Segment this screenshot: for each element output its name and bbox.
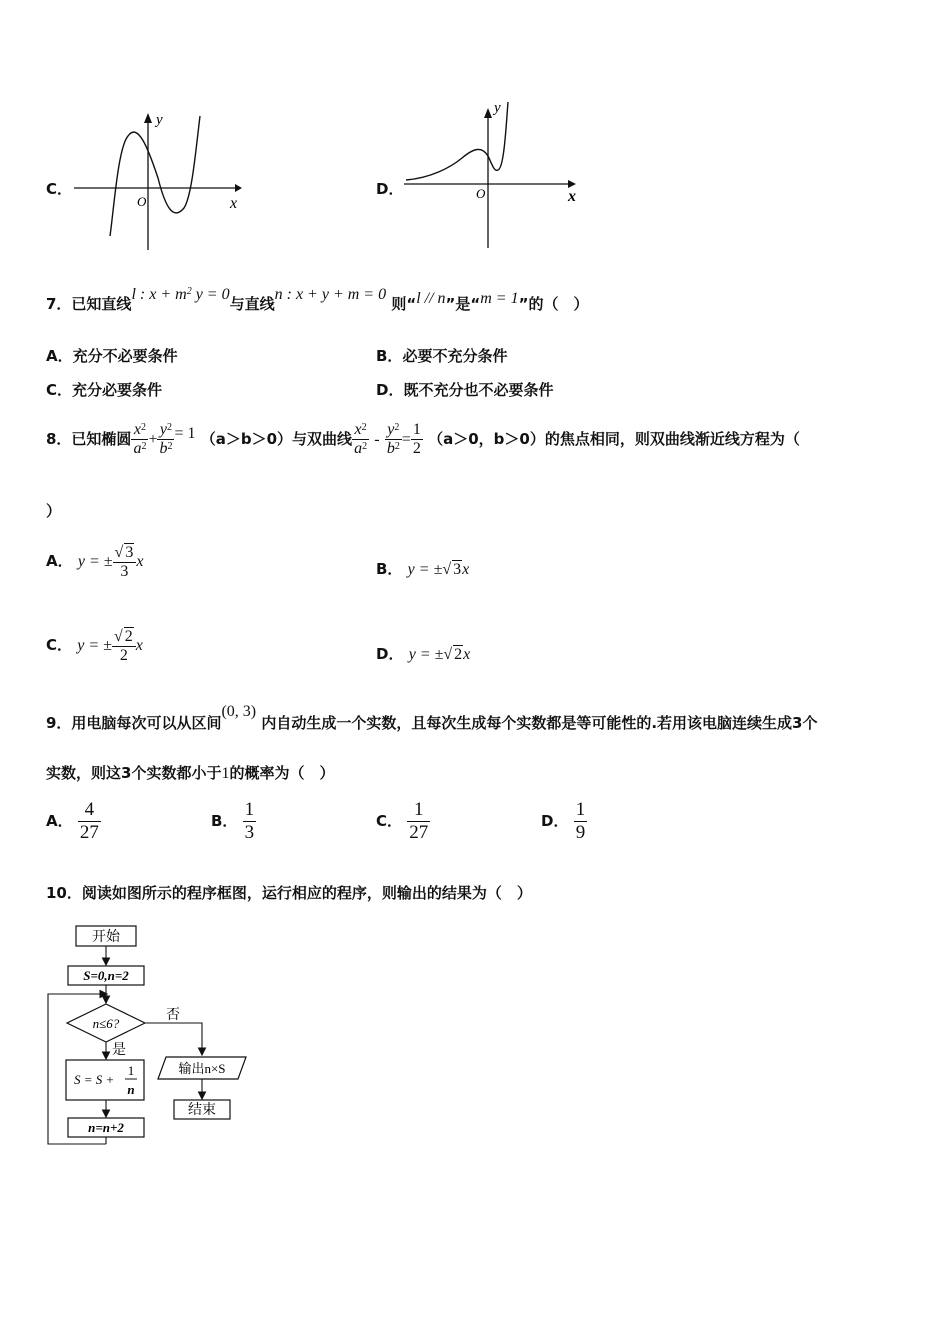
q7-mid: 与直线 xyxy=(229,295,275,313)
curve-c xyxy=(110,116,200,236)
equals-one: = 1 xyxy=(174,425,196,442)
q7-number: 7．已知直线 xyxy=(46,295,132,313)
question-10: 10．阅读如图所示的程序框图，运行相应的程序，则输出的结果为（ ） xyxy=(46,884,532,902)
option-fraction: $\frac{1}{9}$ xyxy=(575,799,586,843)
q9-line2-a: 实数，则这3个实数都小于 xyxy=(46,764,222,782)
option-fraction: $\frac{√ 3}{3}$ xyxy=(113,543,137,581)
q8-option-d: D． y = ±√ 2x xyxy=(376,645,471,663)
q7-cond2: m = 1 xyxy=(480,290,519,307)
y-label: y xyxy=(494,100,501,116)
option-text: 既不充分也不必要条件 xyxy=(403,381,554,399)
flow-increment-text: n=n+2 xyxy=(88,1120,124,1135)
q7-line-l-tail: y = 0 xyxy=(195,286,230,303)
x-label: x xyxy=(568,188,576,205)
option-label: A． xyxy=(46,812,73,830)
q7-option-b xyxy=(376,345,507,366)
flow-yes-label: 是 xyxy=(112,1043,126,1058)
flow-no-label: 否 xyxy=(166,1008,180,1023)
q8-close-paren: ） xyxy=(46,502,62,520)
q7-line-n: n : x + y + m = 0 xyxy=(274,286,387,303)
option-label: A． xyxy=(46,347,73,365)
option-pre: y = ± xyxy=(408,646,444,663)
q9-one: 1 xyxy=(221,765,230,782)
curve-d xyxy=(406,102,508,180)
flow-start-text: 开始 xyxy=(92,930,120,945)
frac-x2-a2-h: $\frac{x^2}{a^2}$ xyxy=(354,421,368,457)
q8-cond-ellipse: （a＞b＞0）与双曲线 xyxy=(200,430,353,448)
question-9 xyxy=(46,703,818,739)
frac-y2-b2-h: $\frac{y^2}{b^2}$ xyxy=(386,421,400,457)
option-label: B． xyxy=(211,812,238,830)
origin-label: O xyxy=(476,186,486,201)
q8-cond-hyper: （a＞0，b＞0）的焦点相同，则双曲线渐近线方程为（ xyxy=(428,430,800,448)
flowchart xyxy=(40,920,260,1160)
x-label: x xyxy=(230,195,238,212)
minus-sign: - xyxy=(374,431,380,448)
flow-end-text: 结束 xyxy=(188,1103,216,1118)
q9-line2-b: 的概率为（ ） xyxy=(229,764,335,782)
graph-option-d xyxy=(400,98,590,253)
flow-no-branch xyxy=(145,1023,202,1054)
q7-is: ”是“ xyxy=(445,295,481,313)
q7-cond1: l // n xyxy=(416,290,446,307)
q9-option-c xyxy=(376,796,430,846)
flow-update-num: 1 xyxy=(127,1063,135,1078)
q7-exponent: 2 xyxy=(186,286,192,297)
option-fraction: $\frac{1}{27}$ xyxy=(409,799,429,843)
origin-label: O xyxy=(137,194,147,209)
option-label: B． xyxy=(376,560,403,578)
q7-option-c xyxy=(46,379,162,400)
q8-option-c xyxy=(46,620,143,671)
q9-option-d xyxy=(541,796,587,846)
option-fraction: $\frac{1}{3}$ xyxy=(244,799,255,843)
q8-option-b: B． y = ±√ 3x xyxy=(376,560,470,578)
option-pre: y = ± xyxy=(77,637,112,654)
option-label: D． xyxy=(376,381,404,399)
option-post: x xyxy=(136,553,144,570)
frac-one-half: $\frac{1}{2}$ xyxy=(412,421,421,457)
flow-init-text: S=0,n=2 xyxy=(83,968,129,983)
q7-then: 则“ xyxy=(391,295,417,313)
option-text: 充分不必要条件 xyxy=(72,347,178,365)
q8-number: 8．已知椭圆 xyxy=(46,430,132,448)
x-axis-arrow xyxy=(568,180,576,188)
option-c-label: C． xyxy=(46,180,73,198)
x-axis-arrow xyxy=(235,184,242,192)
q7-option-d xyxy=(376,379,553,400)
q8-option-a xyxy=(46,536,143,587)
option-label: C． xyxy=(376,812,403,830)
option-label: B． xyxy=(376,347,403,365)
y-label: y xyxy=(156,112,163,128)
frac-x2-a2: $\frac{x^2}{a^2}$ xyxy=(133,421,147,457)
option-post: x xyxy=(463,646,471,663)
graph-option-c xyxy=(70,108,250,253)
option-label: D． xyxy=(376,645,404,663)
option-text: 必要不充分条件 xyxy=(402,347,508,365)
option-fraction: $\frac{4}{27}$ xyxy=(79,799,99,843)
plus-sign: + xyxy=(148,431,158,448)
option-pre: y = ± xyxy=(407,561,443,578)
option-label: C． xyxy=(46,636,73,654)
question-8: 8．已知椭圆 $\frac{x^2}{a^2}$ + $\frac{y^2}{b^2}$ = 1 （a＞b＞0）与双曲线 $\frac{x^2}{a^2}$ - $\frac{y^2}{b^2}$ = $\frac{1}{2}$ （a＞0，b＞0）的焦点相同，则双曲线渐近线方程为（ xyxy=(46,421,800,457)
q7-end: ”的（ ） xyxy=(518,295,589,313)
q9-option-b xyxy=(211,796,256,846)
y-axis-arrow xyxy=(484,108,492,118)
frac-y2-b2: $\frac{y^2}{b^2}$ xyxy=(159,421,173,457)
flow-update-lhs: S = S + xyxy=(74,1072,115,1087)
option-fraction: $\frac{√ 2}{2}$ xyxy=(112,627,136,665)
q9-number: 9．用电脑每次可以从区间 xyxy=(46,714,222,732)
option-post: x xyxy=(462,561,470,578)
q9-option-a xyxy=(46,796,101,846)
option-label: C． xyxy=(46,381,73,399)
question-9-line2 xyxy=(46,762,334,783)
option-label: A． xyxy=(46,552,73,570)
q9-interval: (0, 3) xyxy=(221,703,257,720)
flow-output-text: 输出n×S xyxy=(178,1061,226,1076)
y-axis-arrow xyxy=(144,113,152,123)
option-label: D． xyxy=(541,812,569,830)
q7-option-a xyxy=(46,345,178,366)
question-7 xyxy=(46,286,589,319)
option-d-label: D． xyxy=(376,180,404,198)
flow-update-den: n xyxy=(127,1082,135,1097)
q9-line1: 内自动生成一个实数，且每次生成每个实数都是等可能性的.若用该电脑连续生成3个 xyxy=(261,714,818,732)
option-pre: y = ± xyxy=(77,553,113,570)
q7-line-l: l : x + m xyxy=(131,286,187,303)
flow-condition-text: n≤6? xyxy=(92,1016,120,1031)
option-text: 充分必要条件 xyxy=(72,381,163,399)
option-post: x xyxy=(135,637,143,654)
